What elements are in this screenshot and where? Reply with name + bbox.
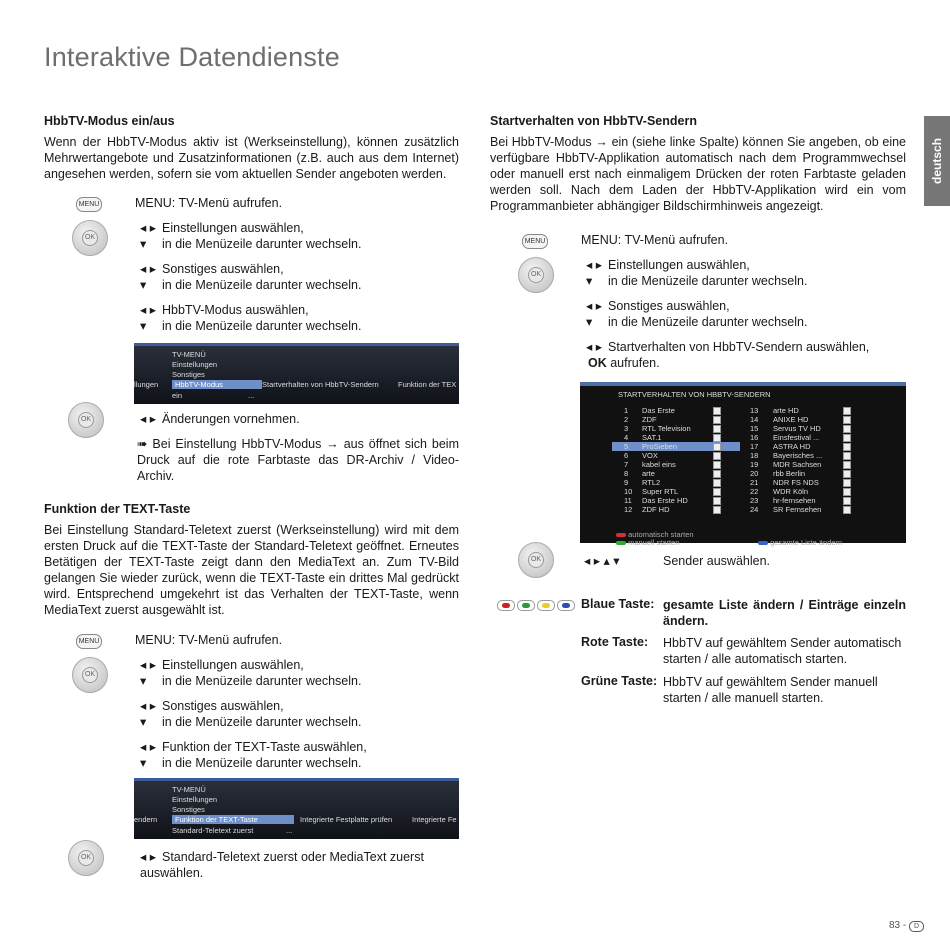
section-text-hbbtv-mode: Wenn der HbbTV-Modus aktiv ist (Werkseinstellung), können zusätzlich Mehrwertangebote und Zusatzinformationen (z.B. auch aus dem Internet) angesehen werden, sofern sie vom aktuellen Sender angeboten werden. xyxy=(44,135,459,181)
step-sonstiges: ◂ ▸ Sonstiges auswählen, xyxy=(140,699,284,713)
channel-number: 17 xyxy=(750,442,759,451)
yellow-key-icon xyxy=(537,600,555,611)
ok-remote-icon: OK xyxy=(72,657,108,693)
down-arrow-icon: ▾ xyxy=(586,315,593,329)
key-label-green: Grüne Taste: xyxy=(581,674,658,688)
step-menu: MENU: TV-Menü aufrufen. xyxy=(135,633,283,647)
channel-name[interactable]: NDR FS NDS xyxy=(773,478,819,487)
left-right-arrows-icon: ◂ ▸ xyxy=(140,221,157,235)
step-menu: MENU: TV-Menü aufrufen. xyxy=(135,196,283,210)
down-arrow-icon: ▾ xyxy=(140,715,147,729)
channel-number: 21 xyxy=(750,478,759,487)
channel-number: 24 xyxy=(750,505,759,514)
step-text-taste: ◂ ▸ Funktion der TEXT-Taste auswählen, xyxy=(140,740,367,754)
legend-auto: automatisch starten xyxy=(616,530,694,539)
channel-number: 19 xyxy=(750,460,759,469)
down-arrow-icon: ▾ xyxy=(140,319,147,333)
key-text-green: HbbTV auf gewähltem Sender manuell starten / alle manuell starten. xyxy=(663,675,878,705)
green-key-icon xyxy=(517,600,535,611)
step-einstellungen: ◂ ▸ Einstellungen auswählen, xyxy=(140,221,304,235)
channel-name[interactable]: arte xyxy=(642,469,655,478)
channel-number: 5 xyxy=(624,442,629,451)
channel-name[interactable]: VOX xyxy=(642,451,658,460)
step-down: ▾ in die Menüzeile darunter wechseln. xyxy=(140,715,362,729)
section-text-startverhalten: Bei HbbTV-Modus → ein (siehe linke Spalte) können Sie angeben, ob eine verfügbare HbbTV-Applikation automatisch nach dem Programmwechsel oder manuell erst nach einmaligem Drücken der roten Farbtaste geladen werden soll. Nach dem Laden der HbbTV-Applikation wird ein vom Programmanbieter abhängiger Bildschirmhinweis angezeigt. xyxy=(490,135,906,213)
left-right-arrows-icon: ◂ ▸ xyxy=(140,262,157,276)
nav-arrows-icon: ◂ ▸ ▴ ▾ xyxy=(584,554,620,568)
tv-menu-screenshot-text-key: TV-MENÜ Einstellungen Sonstiges endern Funktion der TEXT-Taste Integrierte Festplatte prüfen Integrierte Fe Standard-Teletext zuerst ... xyxy=(134,778,459,839)
down-arrow-icon: ▾ xyxy=(140,756,147,770)
channel-name[interactable]: Bayerisches ... xyxy=(773,451,823,460)
page-title: Interaktive Datendienste xyxy=(44,42,340,72)
key-label-red: Rote Taste: xyxy=(581,635,649,649)
down-arrow-icon: ▾ xyxy=(140,237,147,251)
pointer-arrow-icon: ➠ xyxy=(137,437,153,451)
step-final: ◂ ▸ Standard-Teletext zuerst oder MediaText zuerst auswählen. xyxy=(140,850,424,880)
channel-number: 10 xyxy=(624,487,633,496)
channel-name[interactable]: rbb Berlin xyxy=(773,469,806,478)
step-down: ▾ in die Menüzeile darunter wechseln. xyxy=(140,278,362,292)
step-einstellungen: ◂ ▸ Einstellungen auswählen, xyxy=(140,658,304,672)
channel-number: 20 xyxy=(750,469,759,478)
channel-number: 23 xyxy=(750,496,759,505)
left-right-arrows-icon: ◂ ▸ xyxy=(140,850,157,864)
channel-name[interactable]: RTL Television xyxy=(642,424,691,433)
menu-button-icon: MENU xyxy=(76,197,102,212)
channel-number: 15 xyxy=(750,424,759,433)
step-down: ▾ in die Menüzeile darunter wechseln. xyxy=(140,319,362,333)
tv-menu-screenshot-hbbtv: TV-MENÜ Einstellungen Sonstiges llungen HbbTV-Modus Startverhalten von HbbTV-Sendern Funktion der TEX ein ... xyxy=(134,343,459,404)
ok-remote-icon: OK xyxy=(68,840,104,876)
channel-number: 9 xyxy=(624,478,629,487)
channel-name[interactable]: ANIXE HD xyxy=(773,415,809,424)
key-text-blue: gesamte Liste ändern / Einträge einzeln ändern. xyxy=(663,598,906,628)
step-open: OK aufrufen. xyxy=(588,356,660,370)
step-down: ▾ in die Menüzeile darunter wechseln. xyxy=(140,674,362,688)
ok-remote-icon: OK xyxy=(68,402,104,438)
language-tab: deutsch xyxy=(924,116,950,206)
step-sonstiges: ◂ ▸ Sonstiges auswählen, xyxy=(140,262,284,276)
red-key-icon xyxy=(497,600,515,611)
channel-name[interactable]: WDR Köln xyxy=(773,487,809,496)
section-title-startverhalten: Startverhalten von HbbTV-Sendern xyxy=(490,114,697,128)
channel-number: 7 xyxy=(624,460,629,469)
step-down: ▾ in die Menüzeile darunter wechseln. xyxy=(140,237,362,251)
section-title-text-key: Funktion der TEXT-Taste xyxy=(44,502,191,516)
channel-name[interactable]: ASTRA HD xyxy=(773,442,811,451)
channel-name[interactable]: ZDF HD xyxy=(642,505,670,514)
blue-key-icon xyxy=(557,600,575,611)
key-label-blue: Blaue Taste: xyxy=(581,597,655,611)
key-text-red: HbbTV auf gewähltem Sender automatisch starten / alle automatisch starten. xyxy=(663,636,902,666)
ok-remote-icon: OK xyxy=(518,257,554,293)
channel-name[interactable]: RTL2 xyxy=(642,478,661,487)
channel-checkbox[interactable] xyxy=(713,506,721,516)
channel-number: 13 xyxy=(750,406,759,415)
channel-name[interactable]: ProSieben xyxy=(642,442,678,451)
down-arrow-icon: ▾ xyxy=(140,278,147,292)
channel-list-screenshot: STARTVERHALTEN VON HBBTV-SENDERN automatisch starten manuell starten gesamte Liste ändern 1 Das Erste 2 ZDF 3 RTL Television 4 SAT.1 5 ProSieben 6 VOX 7 kabel eins 8 arte 9 RTL2 10 Super RTL 11 Das Erste HD 12 ZDF HD 13 arte HD 14 ANIXE HD 15 Servus TV HD 16 Einsfestival ... 17 ASTRA HD 18 Bayerisches ... 19 MDR Sachsen 20 rbb Berlin 21 NDR FS NDS 22 WDR Köln 23 hr-fernsehen 24 SR Fernsehen xyxy=(580,382,906,543)
channel-name[interactable]: hr-fernsehen xyxy=(773,496,816,505)
left-right-arrows-icon: ◂ ▸ xyxy=(140,699,157,713)
left-right-arrows-icon: ◂ ▸ xyxy=(140,303,157,317)
step-down: ▾ in die Menüzeile darunter wechseln. xyxy=(586,315,808,329)
channel-checkbox[interactable] xyxy=(843,506,851,516)
section-title-hbbtv-mode: HbbTV-Modus ein/aus xyxy=(44,114,175,128)
channel-name[interactable]: Einsfestival ... xyxy=(773,433,820,442)
legend-manual: manuell starten xyxy=(616,538,679,547)
menu-button-icon: MENU xyxy=(76,634,102,649)
page-badge: D xyxy=(909,921,924,932)
channel-name[interactable]: Servus TV HD xyxy=(773,424,821,433)
step-down: ▾ in die Menüzeile darunter wechseln. xyxy=(586,274,808,288)
channel-name[interactable]: Das Erste HD xyxy=(642,496,688,505)
note-hbbtv-off: ➠ Bei Einstellung HbbTV-Modus → aus öffnet sich beim Druck auf die rote Farbtaste das DR-Archiv / Video-Archiv. xyxy=(137,437,459,483)
channel-name[interactable]: arte HD xyxy=(773,406,799,415)
channel-name[interactable]: ZDF xyxy=(642,415,657,424)
channel-number: 12 xyxy=(624,505,633,514)
step-startverhalten: ◂ ▸ Startverhalten von HbbTV-Sendern auswählen, xyxy=(586,340,870,354)
step-down: ▾ in die Menüzeile darunter wechseln. xyxy=(140,756,362,770)
page-number: 83 - D xyxy=(889,920,924,932)
step-change: ◂ ▸ Änderungen vornehmen. xyxy=(140,412,300,426)
ok-remote-icon: OK xyxy=(72,220,108,256)
channel-number: 16 xyxy=(750,433,759,442)
step-sonstiges: ◂ ▸ Sonstiges auswählen, xyxy=(586,299,730,313)
step-select: Sender auswählen. xyxy=(663,554,771,568)
channel-name[interactable]: SAT.1 xyxy=(642,433,662,442)
channel-number: 2 xyxy=(624,415,629,424)
left-right-arrows-icon: ◂ ▸ xyxy=(586,299,603,313)
channel-number: 11 xyxy=(624,496,632,505)
channel-number: 1 xyxy=(624,406,629,415)
left-right-arrows-icon: ◂ ▸ xyxy=(586,340,603,354)
left-right-arrows-icon: ◂ ▸ xyxy=(140,740,157,754)
menu-button-icon: MENU xyxy=(522,234,548,249)
channel-name[interactable]: kabel eins xyxy=(642,460,676,469)
channel-name[interactable]: Das Erste xyxy=(642,406,675,415)
left-right-arrows-icon: ◂ ▸ xyxy=(140,658,157,672)
channel-number: 22 xyxy=(750,487,759,496)
channel-name[interactable]: Super RTL xyxy=(642,487,679,496)
step-einstellungen: ◂ ▸ Einstellungen auswählen, xyxy=(586,258,750,272)
legend-all: gesamte Liste ändern xyxy=(758,538,842,547)
channel-number: 6 xyxy=(624,451,629,460)
channel-number: 8 xyxy=(624,469,629,478)
down-arrow-icon: ▾ xyxy=(586,274,593,288)
ok-remote-icon: OK xyxy=(518,542,554,578)
step-hbbtv-modus: ◂ ▸ HbbTV-Modus auswählen, xyxy=(140,303,309,317)
down-arrow-icon: ▾ xyxy=(140,674,147,688)
channel-name[interactable]: SR Fernsehen xyxy=(773,505,822,514)
left-right-arrows-icon: ◂ ▸ xyxy=(140,412,157,426)
section-text-text-key: Bei Einstellung Standard-Teletext zuerst (Werkseinstellung) wird mit dem ersten Druck auf die TEXT-Taste der Standard-Teletext geöffnet. Erneutes Betätigen der TEXT-Taste zeigt dann den MediaText an. Zum TV-Bild gelangen Sie wieder zurück, wenn die TEXT-Taste ein drittes Mal gedrückt wird. Entsprechend umgekehrt ist das Verhalten der TEXT-Taste, wenn MediaText zuerst ausgewählt ist. xyxy=(44,523,459,617)
channel-number: 4 xyxy=(624,433,629,442)
channel-number: 18 xyxy=(750,451,759,460)
channel-number: 14 xyxy=(750,415,759,424)
channel-number: 3 xyxy=(624,424,629,433)
left-right-arrows-icon: ◂ ▸ xyxy=(586,258,603,272)
channel-name[interactable]: MDR Sachsen xyxy=(773,460,822,469)
step-menu: MENU: TV-Menü aufrufen. xyxy=(581,233,729,247)
